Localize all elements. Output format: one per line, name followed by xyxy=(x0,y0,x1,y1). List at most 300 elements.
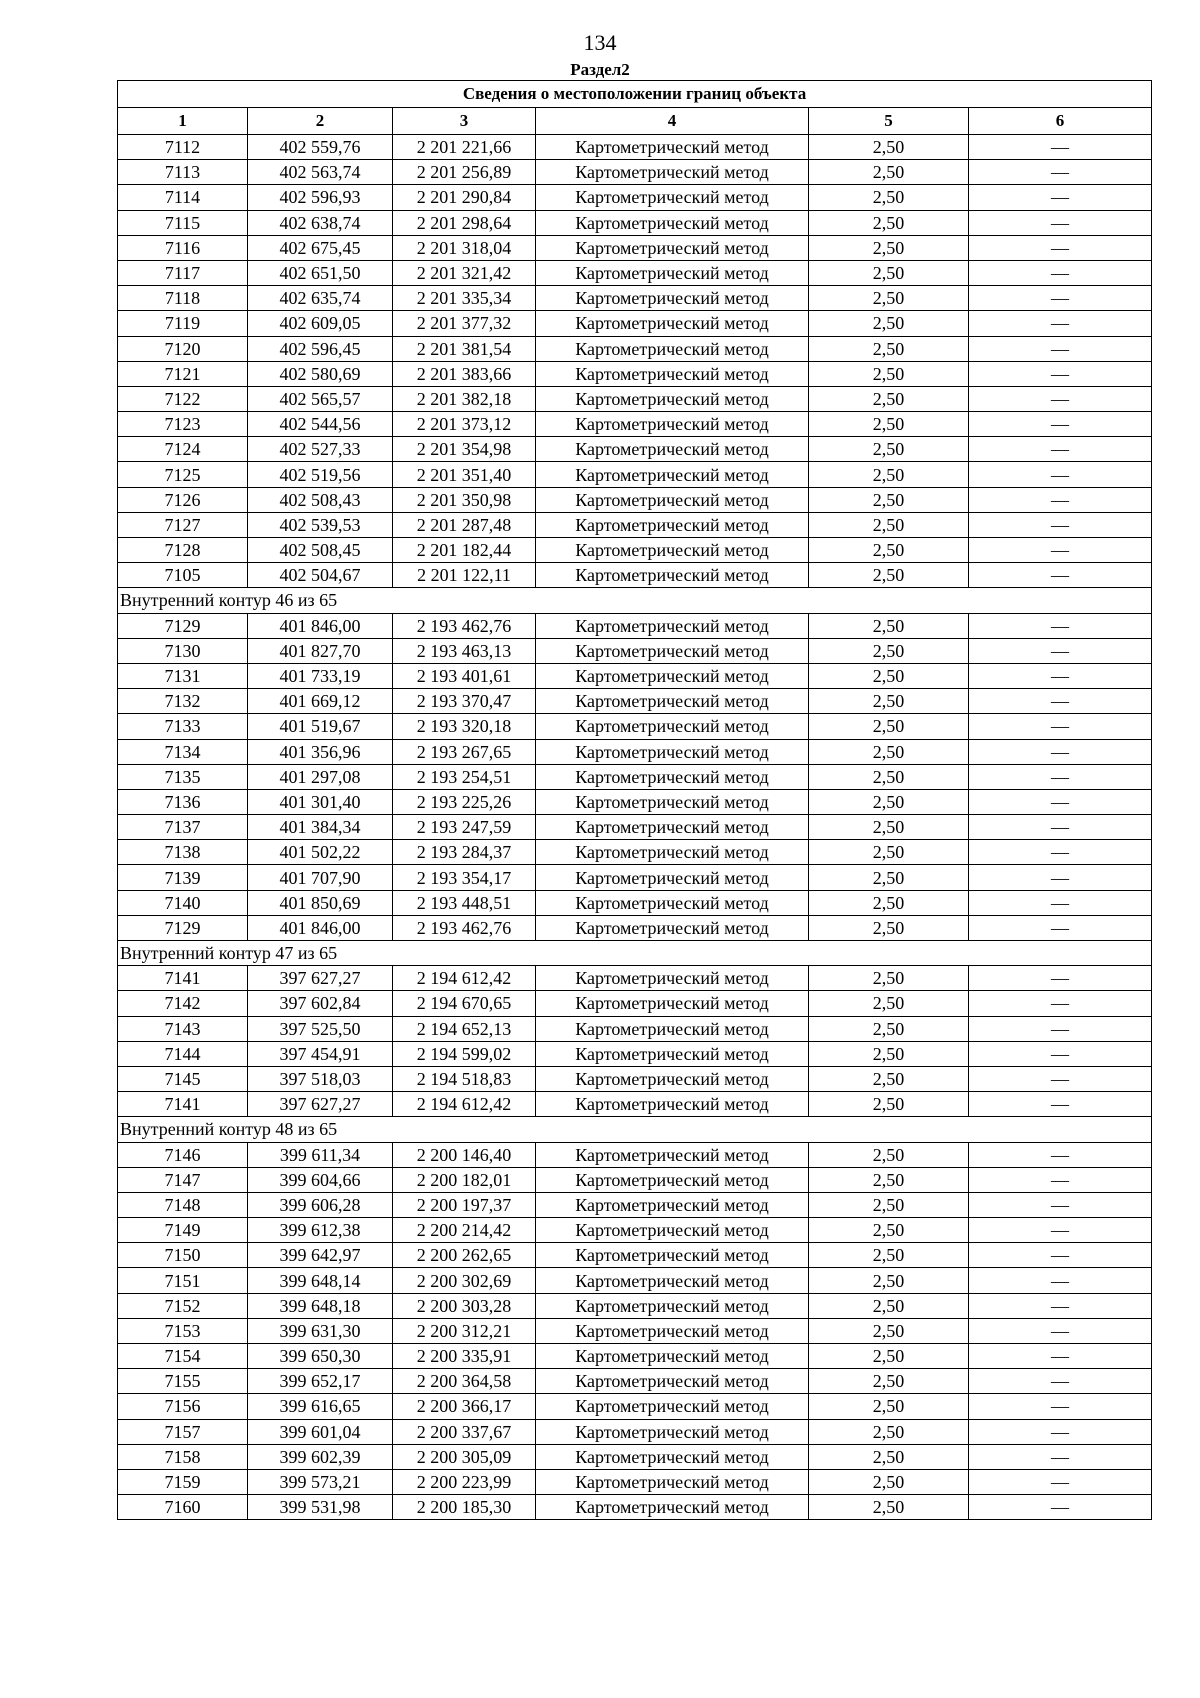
note-cell: — xyxy=(969,714,1152,739)
coordinate-y-cell: 2 200 335,91 xyxy=(393,1344,536,1369)
point-number-cell: 7141 xyxy=(118,1092,248,1117)
accuracy-cell: 2,50 xyxy=(809,386,969,411)
point-number-cell: 7157 xyxy=(118,1419,248,1444)
note-cell: — xyxy=(969,135,1152,160)
coordinate-x-cell: 399 604,66 xyxy=(248,1167,393,1192)
method-cell: Картометрический метод xyxy=(536,890,809,915)
coordinate-y-cell: 2 193 320,18 xyxy=(393,714,536,739)
table-row xyxy=(118,210,1152,235)
note-cell: — xyxy=(969,865,1152,890)
point-number-cell: 7141 xyxy=(118,966,248,991)
coordinate-y-cell: 2 201 377,32 xyxy=(393,311,536,336)
table-row xyxy=(118,512,1152,537)
table-row xyxy=(118,538,1152,563)
point-number-cell: 7137 xyxy=(118,815,248,840)
coordinate-x-cell: 401 733,19 xyxy=(248,663,393,688)
point-number-cell: 7114 xyxy=(118,185,248,210)
note-cell: — xyxy=(969,160,1152,185)
accuracy-cell: 2,50 xyxy=(809,1167,969,1192)
coordinate-x-cell: 402 539,53 xyxy=(248,512,393,537)
method-cell: Картометрический метод xyxy=(536,1293,809,1318)
table-row xyxy=(118,915,1152,940)
table-row xyxy=(118,1419,1152,1444)
note-cell: — xyxy=(969,1092,1152,1117)
coordinate-x-cell: 399 642,97 xyxy=(248,1243,393,1268)
method-cell: Картометрический метод xyxy=(536,386,809,411)
accuracy-cell: 2,50 xyxy=(809,563,969,588)
method-cell: Картометрический метод xyxy=(536,865,809,890)
coordinate-x-cell: 399 612,38 xyxy=(248,1218,393,1243)
table-row xyxy=(118,1318,1152,1343)
point-number-cell: 7152 xyxy=(118,1293,248,1318)
accuracy-cell: 2,50 xyxy=(809,840,969,865)
method-cell: Картометрический метод xyxy=(536,613,809,638)
coordinate-x-cell: 402 651,50 xyxy=(248,260,393,285)
point-number-cell: 7132 xyxy=(118,689,248,714)
accuracy-cell: 2,50 xyxy=(809,336,969,361)
coordinate-y-cell: 2 201 382,18 xyxy=(393,386,536,411)
coordinate-x-cell: 399 602,39 xyxy=(248,1444,393,1469)
method-cell: Картометрический метод xyxy=(536,789,809,814)
note-cell: — xyxy=(969,336,1152,361)
coordinate-y-cell: 2 201 354,98 xyxy=(393,437,536,462)
method-cell: Картометрический метод xyxy=(536,1344,809,1369)
table-row xyxy=(118,260,1152,285)
method-cell: Картометрический метод xyxy=(536,487,809,512)
method-cell: Картометрический метод xyxy=(536,1066,809,1091)
coordinate-y-cell: 2 193 284,37 xyxy=(393,840,536,865)
note-cell: — xyxy=(969,1142,1152,1167)
method-cell: Картометрический метод xyxy=(536,1369,809,1394)
point-number-cell: 7121 xyxy=(118,361,248,386)
coordinate-y-cell: 2 194 612,42 xyxy=(393,966,536,991)
method-cell: Картометрический метод xyxy=(536,1419,809,1444)
column-header: 6 xyxy=(969,108,1152,135)
accuracy-cell: 2,50 xyxy=(809,991,969,1016)
coordinate-y-cell: 2 200 364,58 xyxy=(393,1369,536,1394)
point-number-cell: 7128 xyxy=(118,538,248,563)
note-cell: — xyxy=(969,286,1152,311)
coordinate-y-cell: 2 194 599,02 xyxy=(393,1041,536,1066)
coordinate-y-cell: 2 201 383,66 xyxy=(393,361,536,386)
point-number-cell: 7122 xyxy=(118,386,248,411)
section-title: Раздел2 xyxy=(570,60,630,79)
coordinate-y-cell: 2 200 146,40 xyxy=(393,1142,536,1167)
accuracy-cell: 2,50 xyxy=(809,1293,969,1318)
accuracy-cell: 2,50 xyxy=(809,235,969,260)
accuracy-cell: 2,50 xyxy=(809,1495,969,1520)
method-cell: Картометрический метод xyxy=(536,1495,809,1520)
coordinate-y-cell: 2 193 267,65 xyxy=(393,739,536,764)
note-cell: — xyxy=(969,789,1152,814)
point-number-cell: 7144 xyxy=(118,1041,248,1066)
coordinate-y-cell: 2 200 303,28 xyxy=(393,1293,536,1318)
point-number-cell: 7158 xyxy=(118,1444,248,1469)
note-cell: — xyxy=(969,840,1152,865)
note-cell: — xyxy=(969,1495,1152,1520)
coordinate-y-cell: 2 200 312,21 xyxy=(393,1318,536,1343)
point-number-cell: 7133 xyxy=(118,714,248,739)
note-cell: — xyxy=(969,563,1152,588)
coordinate-y-cell: 2 201 290,84 xyxy=(393,185,536,210)
point-number-cell: 7135 xyxy=(118,764,248,789)
accuracy-cell: 2,50 xyxy=(809,260,969,285)
accuracy-cell: 2,50 xyxy=(809,815,969,840)
method-cell: Картометрический метод xyxy=(536,764,809,789)
table-row xyxy=(118,689,1152,714)
method-cell: Картометрический метод xyxy=(536,689,809,714)
note-cell: — xyxy=(969,538,1152,563)
accuracy-cell: 2,50 xyxy=(809,135,969,160)
accuracy-cell: 2,50 xyxy=(809,361,969,386)
note-cell: — xyxy=(969,1444,1152,1469)
note-cell: — xyxy=(969,412,1152,437)
point-number-cell: 7148 xyxy=(118,1192,248,1217)
note-cell: — xyxy=(969,966,1152,991)
coordinate-y-cell: 2 201 351,40 xyxy=(393,462,536,487)
table-row xyxy=(118,638,1152,663)
table-row xyxy=(118,311,1152,336)
note-cell: — xyxy=(969,739,1152,764)
accuracy-cell: 2,50 xyxy=(809,538,969,563)
coordinate-y-cell: 2 200 185,30 xyxy=(393,1495,536,1520)
note-cell: — xyxy=(969,689,1152,714)
method-cell: Картометрический метод xyxy=(536,260,809,285)
table-body xyxy=(118,81,1152,1520)
accuracy-cell: 2,50 xyxy=(809,689,969,714)
point-number-cell: 7129 xyxy=(118,915,248,940)
note-cell: — xyxy=(969,386,1152,411)
note-cell: — xyxy=(969,1041,1152,1066)
method-cell: Картометрический метод xyxy=(536,1092,809,1117)
coordinate-x-cell: 399 631,30 xyxy=(248,1318,393,1343)
table-row xyxy=(118,361,1152,386)
coordinate-x-cell: 399 648,18 xyxy=(248,1293,393,1318)
point-number-cell: 7127 xyxy=(118,512,248,537)
note-cell: — xyxy=(969,1218,1152,1243)
point-number-cell: 7143 xyxy=(118,1016,248,1041)
coordinate-x-cell: 402 544,56 xyxy=(248,412,393,437)
coordinate-y-cell: 2 193 462,76 xyxy=(393,613,536,638)
accuracy-cell: 2,50 xyxy=(809,1318,969,1343)
coordinate-x-cell: 401 827,70 xyxy=(248,638,393,663)
table-row xyxy=(118,160,1152,185)
table-row xyxy=(118,991,1152,1016)
point-number-cell: 7134 xyxy=(118,739,248,764)
table-row xyxy=(118,1167,1152,1192)
method-cell: Картометрический метод xyxy=(536,210,809,235)
coordinate-x-cell: 402 596,93 xyxy=(248,185,393,210)
accuracy-cell: 2,50 xyxy=(809,160,969,185)
note-cell: — xyxy=(969,260,1152,285)
coordinate-y-cell: 2 201 287,48 xyxy=(393,512,536,537)
accuracy-cell: 2,50 xyxy=(809,286,969,311)
method-cell: Картометрический метод xyxy=(536,286,809,311)
table-row xyxy=(118,412,1152,437)
method-cell: Картометрический метод xyxy=(536,1142,809,1167)
coordinate-y-cell: 2 201 373,12 xyxy=(393,412,536,437)
coordinate-x-cell: 397 627,27 xyxy=(248,966,393,991)
note-cell: — xyxy=(969,1293,1152,1318)
coordinate-y-cell: 2 193 370,47 xyxy=(393,689,536,714)
coordinate-y-cell: 2 193 247,59 xyxy=(393,815,536,840)
accuracy-cell: 2,50 xyxy=(809,739,969,764)
method-cell: Картометрический метод xyxy=(536,336,809,361)
point-number-cell: 7154 xyxy=(118,1344,248,1369)
method-cell: Картометрический метод xyxy=(536,1167,809,1192)
coordinate-y-cell: 2 201 298,64 xyxy=(393,210,536,235)
column-header: 5 xyxy=(809,108,969,135)
accuracy-cell: 2,50 xyxy=(809,1142,969,1167)
table-row xyxy=(118,286,1152,311)
note-cell: — xyxy=(969,1469,1152,1494)
table-row xyxy=(118,865,1152,890)
point-number-cell: 7113 xyxy=(118,160,248,185)
table-row xyxy=(118,1369,1152,1394)
contour-header-row xyxy=(118,588,1152,613)
method-cell: Картометрический метод xyxy=(536,538,809,563)
note-cell: — xyxy=(969,462,1152,487)
method-cell: Картометрический метод xyxy=(536,135,809,160)
table-row xyxy=(118,1344,1152,1369)
contour-header-row xyxy=(118,1117,1152,1142)
table-row xyxy=(118,1444,1152,1469)
note-cell: — xyxy=(969,1167,1152,1192)
coordinate-x-cell: 402 508,43 xyxy=(248,487,393,512)
coordinate-x-cell: 402 609,05 xyxy=(248,311,393,336)
coordinate-x-cell: 397 602,84 xyxy=(248,991,393,1016)
coordinate-x-cell: 399 601,04 xyxy=(248,1419,393,1444)
method-cell: Картометрический метод xyxy=(536,1016,809,1041)
note-cell: — xyxy=(969,185,1152,210)
note-cell: — xyxy=(969,512,1152,537)
table-row xyxy=(118,487,1152,512)
note-cell: — xyxy=(969,487,1152,512)
coordinate-x-cell: 401 384,34 xyxy=(248,815,393,840)
table-row xyxy=(118,613,1152,638)
column-header: 1 xyxy=(118,108,248,135)
coordinate-x-cell: 399 531,98 xyxy=(248,1495,393,1520)
table-row xyxy=(118,815,1152,840)
coordinate-y-cell: 2 201 321,42 xyxy=(393,260,536,285)
coordinate-x-cell: 401 846,00 xyxy=(248,613,393,638)
accuracy-cell: 2,50 xyxy=(809,613,969,638)
method-cell: Картометрический метод xyxy=(536,840,809,865)
method-cell: Картометрический метод xyxy=(536,412,809,437)
coordinate-y-cell: 2 201 256,89 xyxy=(393,160,536,185)
table-row xyxy=(118,1066,1152,1091)
coordinate-x-cell: 397 518,03 xyxy=(248,1066,393,1091)
accuracy-cell: 2,50 xyxy=(809,865,969,890)
contour-label: Внутренний контур 47 из 65 xyxy=(118,941,1152,966)
table-title-row xyxy=(118,81,1152,108)
point-number-cell: 7124 xyxy=(118,437,248,462)
method-cell: Картометрический метод xyxy=(536,185,809,210)
note-cell: — xyxy=(969,638,1152,663)
table-header-row xyxy=(118,108,1152,135)
table-row xyxy=(118,1293,1152,1318)
point-number-cell: 7153 xyxy=(118,1318,248,1343)
method-cell: Картометрический метод xyxy=(536,663,809,688)
point-number-cell: 7120 xyxy=(118,336,248,361)
coordinate-x-cell: 401 707,90 xyxy=(248,865,393,890)
method-cell: Картометрический метод xyxy=(536,1318,809,1343)
accuracy-cell: 2,50 xyxy=(809,638,969,663)
coordinate-x-cell: 401 356,96 xyxy=(248,739,393,764)
accuracy-cell: 2,50 xyxy=(809,1268,969,1293)
accuracy-cell: 2,50 xyxy=(809,1369,969,1394)
note-cell: — xyxy=(969,663,1152,688)
table-row xyxy=(118,462,1152,487)
method-cell: Картометрический метод xyxy=(536,437,809,462)
table-row xyxy=(118,890,1152,915)
coordinate-y-cell: 2 201 381,54 xyxy=(393,336,536,361)
coordinate-x-cell: 402 596,45 xyxy=(248,336,393,361)
coordinate-x-cell: 399 648,14 xyxy=(248,1268,393,1293)
coordinate-x-cell: 402 508,45 xyxy=(248,538,393,563)
coordinate-y-cell: 2 201 122,11 xyxy=(393,563,536,588)
contour-label: Внутренний контур 46 из 65 xyxy=(118,588,1152,613)
table-row xyxy=(118,437,1152,462)
point-number-cell: 7155 xyxy=(118,1369,248,1394)
coordinate-y-cell: 2 200 305,09 xyxy=(393,1444,536,1469)
coordinate-x-cell: 399 652,17 xyxy=(248,1369,393,1394)
note-cell: — xyxy=(969,915,1152,940)
method-cell: Картометрический метод xyxy=(536,966,809,991)
point-number-cell: 7105 xyxy=(118,563,248,588)
coordinate-y-cell: 2 193 463,13 xyxy=(393,638,536,663)
point-number-cell: 7131 xyxy=(118,663,248,688)
coordinate-x-cell: 402 519,56 xyxy=(248,462,393,487)
point-number-cell: 7136 xyxy=(118,789,248,814)
method-cell: Картометрический метод xyxy=(536,714,809,739)
table-row xyxy=(118,235,1152,260)
note-cell: — xyxy=(969,1192,1152,1217)
note-cell: — xyxy=(969,235,1152,260)
table-row xyxy=(118,714,1152,739)
point-number-cell: 7118 xyxy=(118,286,248,311)
table-row xyxy=(118,1016,1152,1041)
accuracy-cell: 2,50 xyxy=(809,437,969,462)
column-header: 3 xyxy=(393,108,536,135)
coordinate-y-cell: 2 201 182,44 xyxy=(393,538,536,563)
accuracy-cell: 2,50 xyxy=(809,487,969,512)
accuracy-cell: 2,50 xyxy=(809,1066,969,1091)
accuracy-cell: 2,50 xyxy=(809,1218,969,1243)
coordinate-y-cell: 2 201 221,66 xyxy=(393,135,536,160)
coordinate-x-cell: 399 606,28 xyxy=(248,1192,393,1217)
coordinate-y-cell: 2 193 354,17 xyxy=(393,865,536,890)
table-row xyxy=(118,563,1152,588)
table-row xyxy=(118,1142,1152,1167)
accuracy-cell: 2,50 xyxy=(809,311,969,336)
method-cell: Картометрический метод xyxy=(536,1192,809,1217)
point-number-cell: 7123 xyxy=(118,412,248,437)
coordinate-y-cell: 2 200 302,69 xyxy=(393,1268,536,1293)
accuracy-cell: 2,50 xyxy=(809,1444,969,1469)
table-row xyxy=(118,336,1152,361)
method-cell: Картометрический метод xyxy=(536,1444,809,1469)
coordinate-y-cell: 2 193 401,61 xyxy=(393,663,536,688)
coordinate-x-cell: 399 611,34 xyxy=(248,1142,393,1167)
table-row xyxy=(118,764,1152,789)
note-cell: — xyxy=(969,210,1152,235)
method-cell: Картометрический метод xyxy=(536,235,809,260)
table-row xyxy=(118,185,1152,210)
coordinate-y-cell: 2 194 652,13 xyxy=(393,1016,536,1041)
column-header: 2 xyxy=(248,108,393,135)
coordinate-x-cell: 397 454,91 xyxy=(248,1041,393,1066)
table-title: Сведения о местоположении границ объекта xyxy=(118,81,1152,108)
accuracy-cell: 2,50 xyxy=(809,789,969,814)
coordinate-y-cell: 2 194 612,42 xyxy=(393,1092,536,1117)
point-number-cell: 7115 xyxy=(118,210,248,235)
point-number-cell: 7160 xyxy=(118,1495,248,1520)
method-cell: Картометрический метод xyxy=(536,638,809,663)
note-cell: — xyxy=(969,890,1152,915)
note-cell: — xyxy=(969,1344,1152,1369)
coordinate-y-cell: 2 193 254,51 xyxy=(393,764,536,789)
coordinate-x-cell: 402 559,76 xyxy=(248,135,393,160)
table-row xyxy=(118,1394,1152,1419)
coordinate-y-cell: 2 200 366,17 xyxy=(393,1394,536,1419)
coordinate-x-cell: 402 565,57 xyxy=(248,386,393,411)
method-cell: Картометрический метод xyxy=(536,462,809,487)
method-cell: Картометрический метод xyxy=(536,1268,809,1293)
accuracy-cell: 2,50 xyxy=(809,915,969,940)
accuracy-cell: 2,50 xyxy=(809,1192,969,1217)
method-cell: Картометрический метод xyxy=(536,1394,809,1419)
contour-label: Внутренний контур 48 из 65 xyxy=(118,1117,1152,1142)
accuracy-cell: 2,50 xyxy=(809,210,969,235)
accuracy-cell: 2,50 xyxy=(809,966,969,991)
table-row xyxy=(118,386,1152,411)
accuracy-cell: 2,50 xyxy=(809,764,969,789)
table-row xyxy=(118,789,1152,814)
coordinate-x-cell: 397 627,27 xyxy=(248,1092,393,1117)
point-number-cell: 7142 xyxy=(118,991,248,1016)
coordinate-x-cell: 399 573,21 xyxy=(248,1469,393,1494)
table-row xyxy=(118,1092,1152,1117)
note-cell: — xyxy=(969,1243,1152,1268)
table-row xyxy=(118,966,1152,991)
accuracy-cell: 2,50 xyxy=(809,512,969,537)
method-cell: Картометрический метод xyxy=(536,815,809,840)
note-cell: — xyxy=(969,1268,1152,1293)
coordinate-y-cell: 2 200 337,67 xyxy=(393,1419,536,1444)
note-cell: — xyxy=(969,1394,1152,1419)
method-cell: Картометрический метод xyxy=(536,1469,809,1494)
coordinate-x-cell: 401 846,00 xyxy=(248,915,393,940)
method-cell: Картометрический метод xyxy=(536,1218,809,1243)
method-cell: Картометрический метод xyxy=(536,1243,809,1268)
accuracy-cell: 2,50 xyxy=(809,890,969,915)
point-number-cell: 7147 xyxy=(118,1167,248,1192)
coordinate-y-cell: 2 200 262,65 xyxy=(393,1243,536,1268)
coordinate-x-cell: 399 650,30 xyxy=(248,1344,393,1369)
method-cell: Картометрический метод xyxy=(536,1041,809,1066)
accuracy-cell: 2,50 xyxy=(809,663,969,688)
accuracy-cell: 2,50 xyxy=(809,1243,969,1268)
point-number-cell: 7151 xyxy=(118,1268,248,1293)
table-row xyxy=(118,1243,1152,1268)
coordinate-x-cell: 402 527,33 xyxy=(248,437,393,462)
contour-header-row xyxy=(118,941,1152,966)
accuracy-cell: 2,50 xyxy=(809,412,969,437)
point-number-cell: 7129 xyxy=(118,613,248,638)
coordinate-y-cell: 2 193 225,26 xyxy=(393,789,536,814)
point-number-cell: 7149 xyxy=(118,1218,248,1243)
